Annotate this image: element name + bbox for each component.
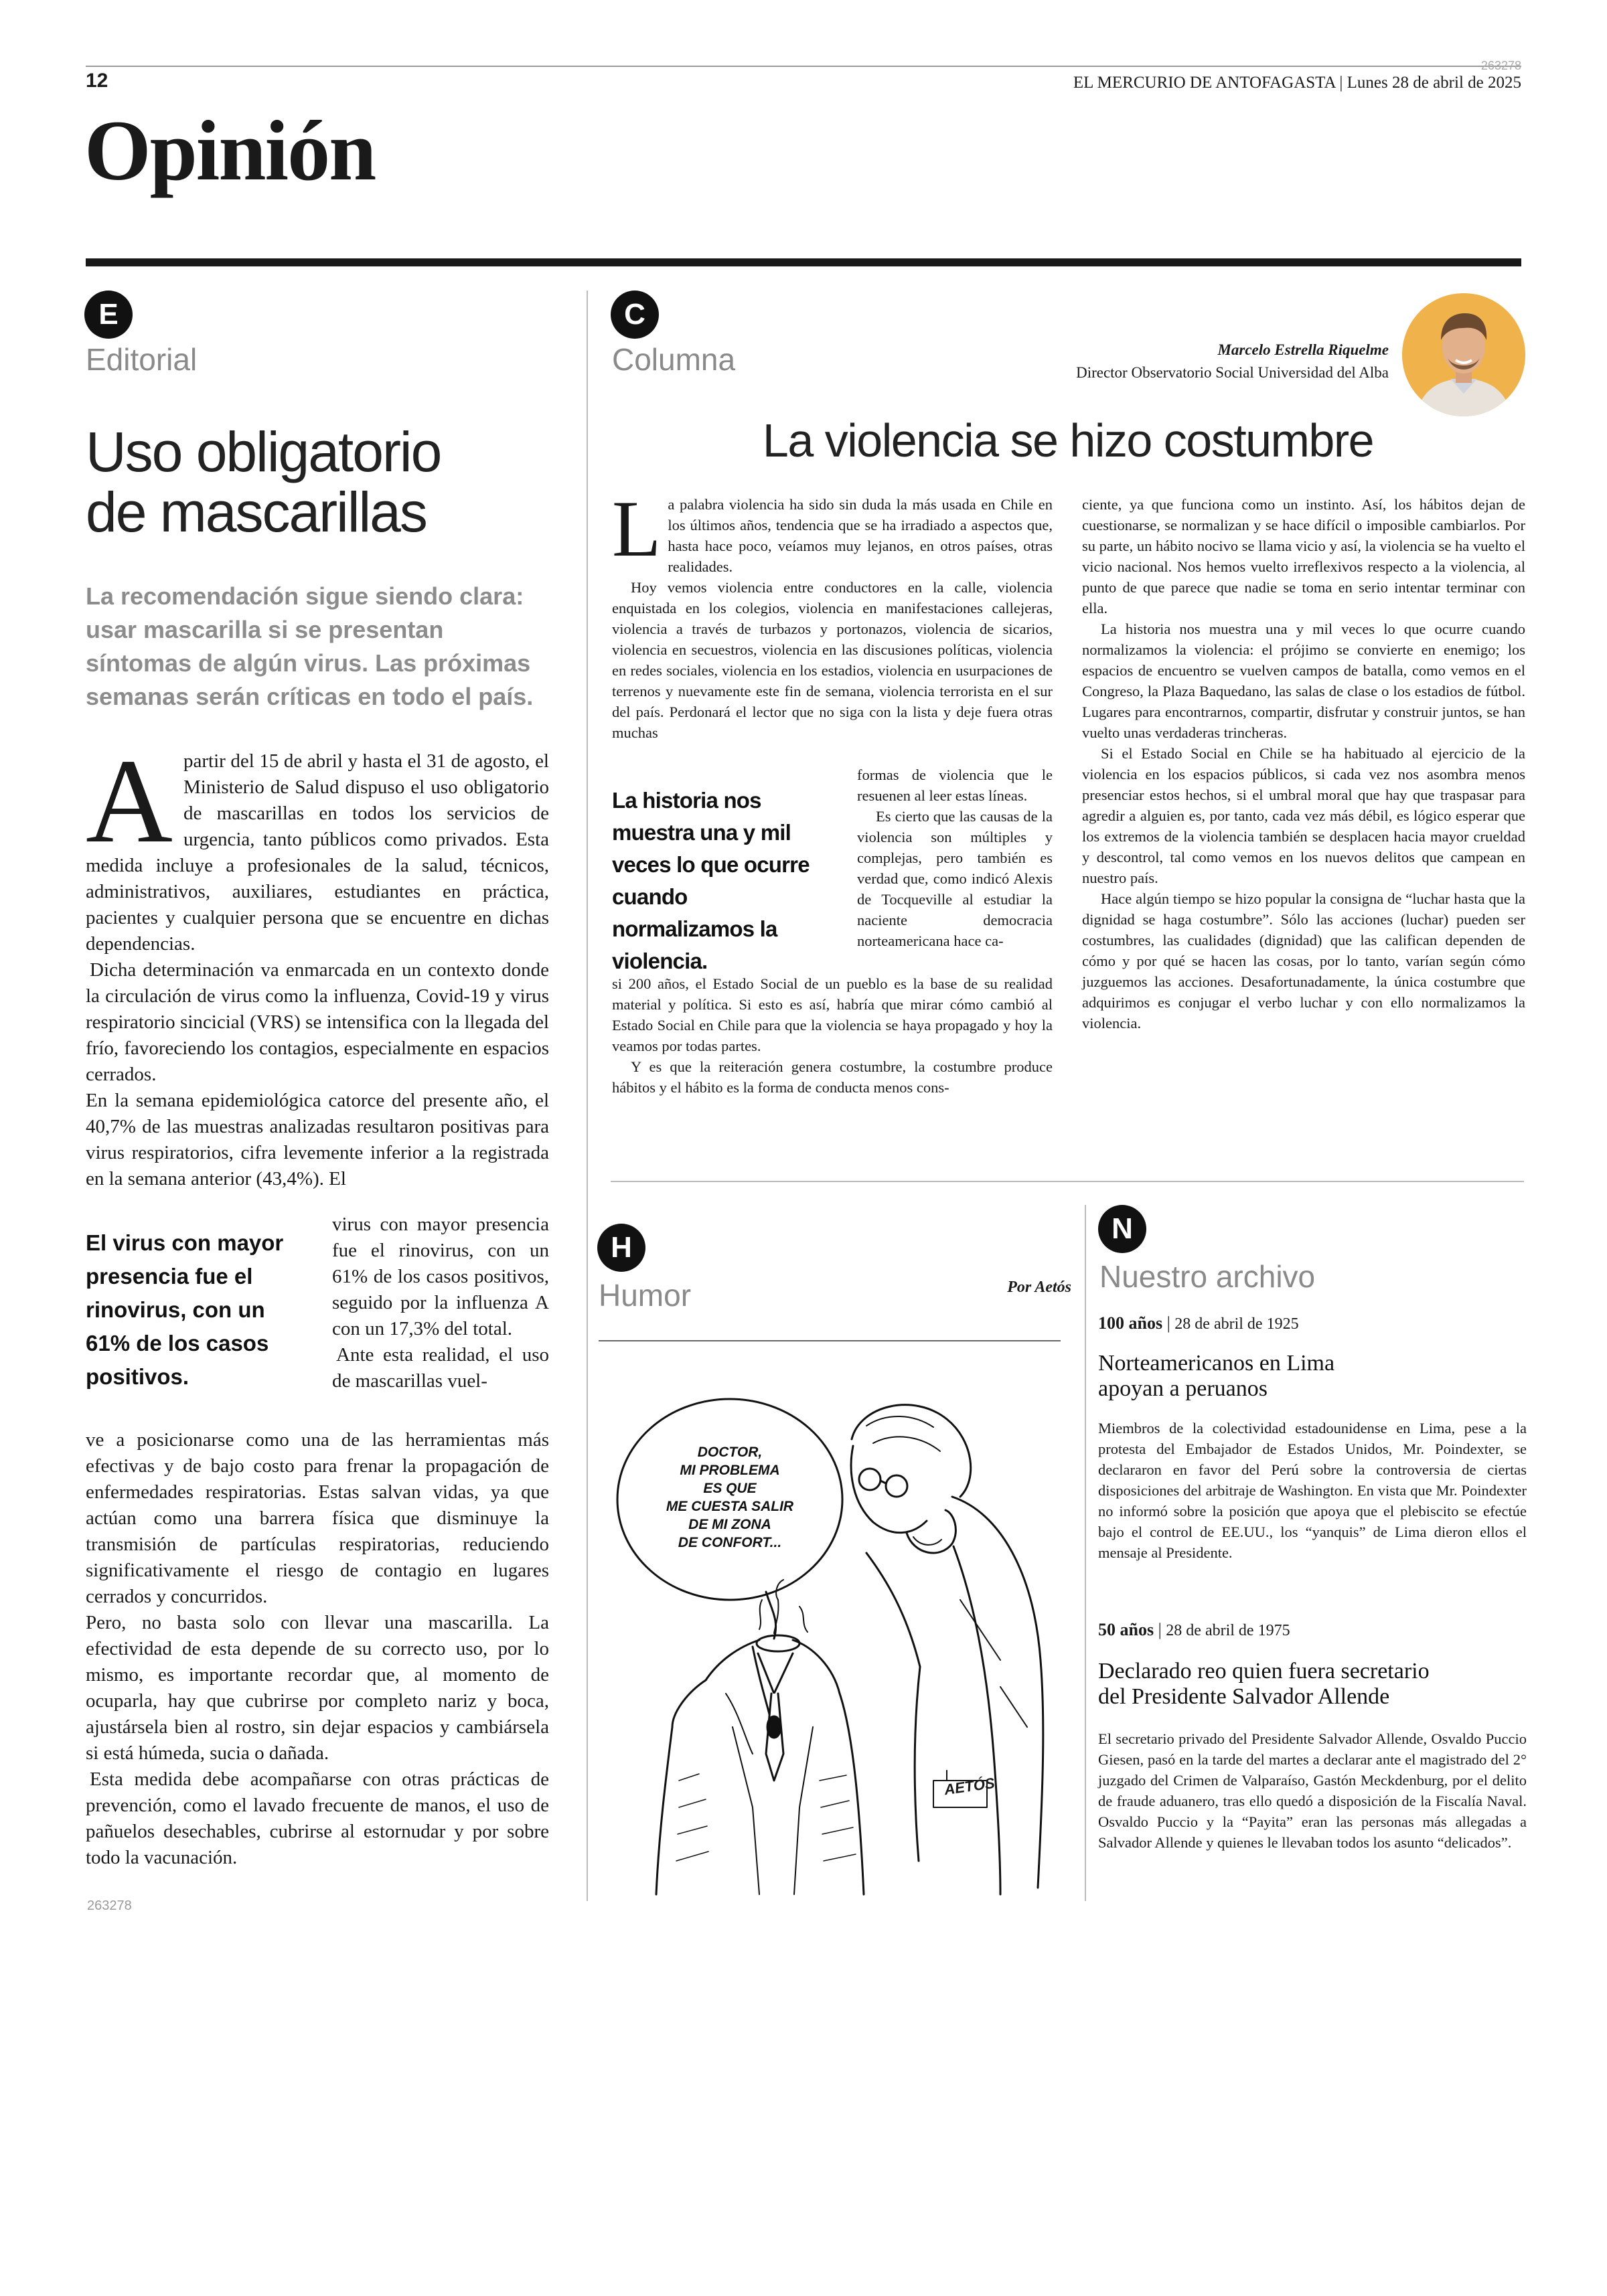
editorial-label: Editorial xyxy=(86,342,198,377)
column-paragraph: Hace algún tiempo se hizo popular la consigna de “luchar hasta que la dignidad se haga costumbre”. Sólo las acciones (luchar) pueden ser costumbres, las cualidades (dignidad) que las califican dependen de cómo y por qué se hacen las cosas, por lo tanto, varían según cómo juzguemos las acciones. Desafortunadamente, la única costumbre que adquirimos es conjugar el verbo luchar y con ello normalizamos la violencia. xyxy=(1082,890,1525,1032)
column-dropcap: L xyxy=(612,484,662,573)
humor-archive-divider xyxy=(1085,1205,1086,1901)
publication-name: EL MERCURIO DE ANTOFAGASTA xyxy=(1073,74,1336,92)
publication-date: Lunes 28 de abril de 2025 xyxy=(1347,74,1521,92)
author-photo xyxy=(1402,293,1525,416)
column-divider xyxy=(587,291,588,1901)
publication-line: EL MERCURIO DE ANTOFAGASTA | Lunes 28 de abril de 2025 xyxy=(1073,74,1521,92)
page-number: 12 xyxy=(86,70,108,92)
speech-line: ME CUESTA SALIR xyxy=(666,1499,794,1514)
archive-body: Miembros de la colectividad estadounidense en Lima, pese a la protesta del Embajador de Estados Unidos, Mr. Poindexter, se declararon en favor del Perú sobre la controversia de ciertas disposiciones del arbitraje de Washington. En vista que Mr. Poindexter no informó sobre la posición que apoya que el plebiscito se efectúe bajo el control de EE.UU., los “yanquis” de Lima dieron ellos el mensaje al Presidente. xyxy=(1098,1420,1527,1561)
humor-badge: H xyxy=(597,1224,645,1272)
speech-line: ES QUE xyxy=(703,1481,757,1496)
editorial-paragraph: virus con mayor presencia fue el rinovirus, con un 61% de los casos positivos, seguido por la influenza A con un 17,3% del total. xyxy=(332,1214,549,1339)
mid-rule xyxy=(611,1181,1524,1182)
column-paragraph: La historia nos muestra una y mil veces lo que ocurre cuando normalizamos la violencia: el prójimo se convierte en enemigo; los espacios de encuentro se vuelven campos de batalla, como vemos en el Congreso, la Plaza Baquedano, las salas de clase o los estadios de fútbol. Lugares para encontrarnos, compartir, disfrutar y construir juntos, se han vuelto unas verdaderas trincheras. xyxy=(1082,621,1525,741)
archive-years-line: 50 años | 28 de abril de 1975 xyxy=(1098,1620,1290,1639)
column-paragraph: ciente, ya que funciona como un instinto. Así, los hábitos dejan de cuestionarse, se normalizan y se hace difícil o imposible cambiarlos. Por su parte, un hábito nocivo se llama vicio y así, la violencia se ha vuelto el vicio nacional. Nos hemos vuelto irreflexivos respecto a la violencia, al punto de que parece que nadie se toma en serio intentar terminar con ella. xyxy=(1082,496,1525,617)
editorial-paragraph: Dicha determinación va enmarcada en un contexto donde la circulación de virus como la influenza, Covid-19 y virus respiratorio sincicial (VRS) se intensifica con la llegada del frío, favoreciendo los contagios, especialmente en espacios cerrados. xyxy=(86,959,549,1085)
column-headline: La violencia se hizo costumbre xyxy=(762,414,1374,467)
archive-date: 28 de abril de 1925 xyxy=(1174,1315,1299,1333)
editorial-paragraph: partir del 15 de abril y hasta el 31 de agosto, el Ministerio de Salud dispuso el uso obligatorio de mascarillas en todos los servicios de urgencia, tanto públicos como privados. Esta medida incluye a profesionales de la salud, técnicos, administrativos, auxiliares, estudiantes en práctica, pacientes y cualquier persona que se encuentre en dichas dependencias. xyxy=(86,750,549,955)
column-paragraph: Es cierto que las causas de la violencia son múltiples y complejas, pero también es verdad que, como indicó Alexis de Tocqueville al estudiar la naciente democracia norteamericana hace ca- xyxy=(857,808,1053,949)
humor-label: Humor xyxy=(599,1278,692,1313)
archive-label: Nuestro archivo xyxy=(1099,1259,1316,1294)
editorial-footer-code: 263278 xyxy=(87,1898,132,1913)
humor-rule xyxy=(599,1340,1061,1341)
column-paragraph: Hoy vemos violencia entre conductores en la calle, violencia enquistada en los colegios, violencia en manifestaciones callejeras, violencia a través de turbazos y portonazos, violencia de sicarios, violencia en secuestros, violencia en las discusiones políticas, violencia en redes sociales, violencia en los estadios, violencia en usurpaciones de terrenos y nuevamente este fin de semana, violencia terrorista en el sur del país. Perdonará el lector que no siga con la lista y deje fuera otras muchas xyxy=(612,579,1053,741)
humor-cartoon xyxy=(599,1379,1067,1901)
column-pullquote: La historia nos muestra una y mil veces lo que ocurre cuando normalizamos la violencia. xyxy=(612,788,810,973)
editorial-pullquote: El virus con mayor presencia fue el rinovirus, con un 61% de los casos positivos. xyxy=(86,1230,284,1389)
editorial-body-top xyxy=(86,734,549,1192)
archive-item-1 xyxy=(1098,1313,1527,1563)
editorial-badge: E xyxy=(84,291,133,339)
editorial-paragraph: Ante esta realidad, el uso de mascarillas vuel- xyxy=(332,1344,549,1392)
column-paragraph: a palabra violencia ha sido sin duda la más usada en Chile en los últimos años, tendencia que se ha irradiado a aspectos que, hasta hace poco, veíamos muy lejanos, en otros países, otras realidades. xyxy=(668,496,1053,575)
column-paragraph: Y es que la reiteración genera costumbre, la costumbre produce hábitos y el hábito es la forma de conducta menos cons- xyxy=(612,1058,1053,1096)
editorial-paragraph: ve a posicionarse como una de las herramientas más efectivas y de bajo costo para frenar la propagación de enfermedades respiratorias. Estas salvan vidas, ya que actúan como una barrera física que disminuye la transmisión de partículas respiratorias, reduciendo significativamente el riesgo de contagio en lugares cerrados y concurridos. xyxy=(86,1429,549,1607)
speech-text xyxy=(639,1443,821,1552)
archive-badge: N xyxy=(1098,1205,1146,1253)
section-rule xyxy=(86,258,1521,266)
column-text-bottom xyxy=(612,973,1053,1098)
column-author: Marcelo Estrella Riquelme xyxy=(1217,341,1389,358)
archive-years: 50 años xyxy=(1098,1620,1154,1639)
speech-line: DOCTOR, xyxy=(697,1445,763,1460)
editorial-paragraph: Pero, no basta solo con llevar una mascarilla. La efectividad de esta depende de su correcto uso, por lo mismo, es importante recordar que, al momento de ocuparla, hay que cubrirse por completo nariz y boca, ajustársela bien al rostro, sin dejar espacios y cambiársela si está húmeda, sucia o dañada. xyxy=(86,1612,549,1764)
column-paragraph: Si el Estado Social en Chile se ha habituado al ejercicio de la violencia en los espacios públicos, si cada vez nos asombra menos presenciar estos hechos, si el umbral moral que hay que traspasar para agredir a alguien es, por tanto, cada vez más débil, es lógico esperar que los extremos de la violencia también se desplacen hacia mayor crueldad y descontrol, tal como vemos en los nuevos delitos que campean en nuestro país. xyxy=(1082,745,1525,886)
column-author-title: Director Observatorio Social Universidad del Alba xyxy=(1076,364,1389,381)
archive-years-line: 100 años | 28 de abril de 1925 xyxy=(1098,1313,1299,1333)
archive-years: 100 años xyxy=(1098,1313,1163,1333)
column-badge: C xyxy=(611,291,659,339)
editorial-lead: La recomendación sigue siendo clara: usar mascarilla si se presentan síntomas de algún virus. Las próximas semanas serán críticas en todo el país. xyxy=(86,582,534,710)
archive-body: El secretario privado del Presidente Salvador Allende, Osvaldo Puccio Giesen, pasó en la tarde del martes a declarar ante el magistrado del 2° juzgado del Crimen de Valparaíso, Gastón Meckdenburg, por el delito de fraude aduanero, tras ello quedó a disposición de la Fiscalía Naval. Osvaldo Puccio y la “Payita” eran las personas más allegadas a Salvador Allende y quienes le llevaban todos los asunto “delicados”. xyxy=(1098,1730,1527,1851)
column-label: Columna xyxy=(612,342,736,377)
column-text-narrow xyxy=(857,764,1053,951)
archive-headline: Declarado reo quien fuera secretario del Presidente Salvador Allende xyxy=(1098,1659,1430,1709)
top-rule xyxy=(86,66,1521,67)
speech-line: DE CONFORT... xyxy=(678,1535,782,1550)
editorial-body-mid xyxy=(332,1212,549,1394)
speech-line: MI PROBLEMA xyxy=(680,1463,780,1478)
header-code: 263278 xyxy=(1480,59,1521,72)
editorial-body-bottom xyxy=(86,1427,549,1871)
column-text-right xyxy=(1082,494,1525,1034)
editorial-paragraph: Esta medida debe acompañarse con otras prácticas de prevención, como el lavado frecuente de manos, el uso de pañuelos desechables, cubrirse al estornudar y por sobre todo la vacunación. xyxy=(86,1769,549,1868)
column-paragraph: formas de violencia que le resuenen al leer estas líneas. xyxy=(857,766,1053,804)
archive-date: 28 de abril de 1975 xyxy=(1166,1622,1290,1639)
archive-item-2 xyxy=(1098,1620,1527,1853)
humor-credit: Por Aetós xyxy=(1007,1279,1071,1296)
column-text-left xyxy=(612,484,1053,743)
page-title: Opinión xyxy=(84,103,376,198)
editorial-paragraph: En la semana epidemiológica catorce del presente año, el 40,7% de las muestras analizadas resultaron positivas para virus respiratorios, cifra levemente inferior a la registrada en la semana anterior (43,4%). El xyxy=(86,1090,549,1190)
cartoon-signature: AETÓS xyxy=(943,1774,996,1799)
editorial-dropcap: A xyxy=(86,734,173,868)
speech-line: DE MI ZONA xyxy=(688,1517,771,1532)
archive-headline: Norteamericanos en Lima apoyan a peruanos xyxy=(1098,1351,1335,1401)
column-paragraph: si 200 años, el Estado Social de un pueblo es la base de su realidad material y política. Si esto es así, habría que mirar cómo cambió al Estado Social en Chile para que la violencia se haya propagado y hoy la veamos por todas partes. xyxy=(612,975,1053,1054)
editorial-headline: Uso obligatorio de mascarillas xyxy=(86,420,441,544)
